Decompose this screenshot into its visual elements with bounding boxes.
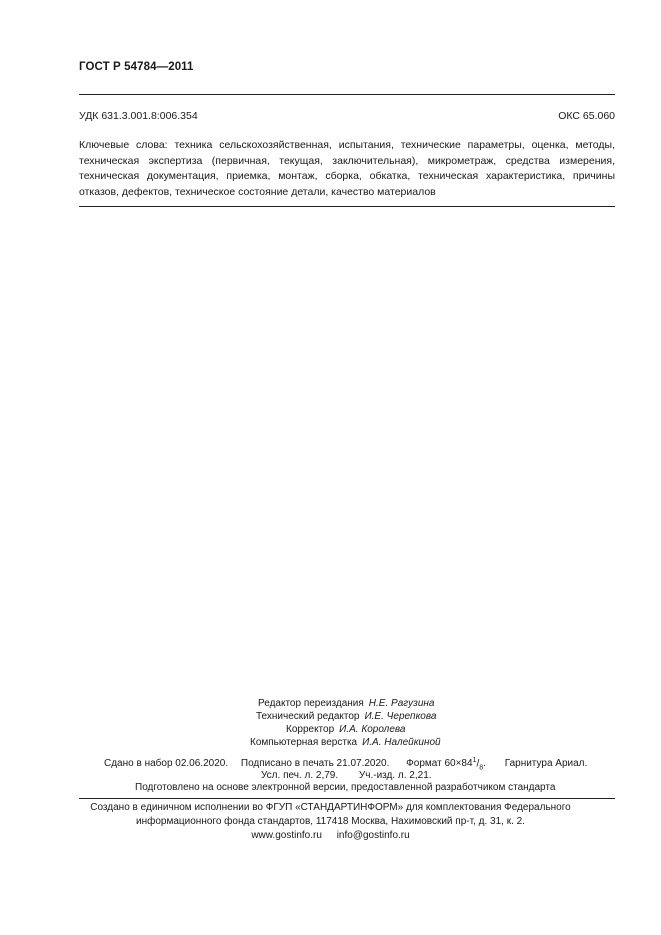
credit-name: Н.Е. Рагузина: [368, 698, 435, 709]
publisher-sheets: Уч.-изд. л. 2,21.: [358, 770, 432, 781]
udk-code: УДК 631.3.001.8:006.354: [79, 110, 198, 122]
imprint-line-1: Создано в единичном исполнении во ФГУП «СТАНДАРТИНФОРМ» для комплектования Федерального: [90, 802, 571, 813]
email-link[interactable]: info@gostinfo.ru: [336, 830, 410, 841]
credit-name: И.А. Королева: [339, 724, 406, 735]
credit-role: Корректор: [286, 724, 335, 735]
credit-role: Редактор переиздания: [258, 698, 364, 709]
credit-name: И.Е. Черепкова: [364, 711, 437, 722]
classification-row: [79, 110, 615, 122]
top-divider: [79, 94, 615, 95]
credit-role: Технический редактор: [256, 711, 360, 722]
print-sheets: Усл. печ. л. 2,79.: [261, 770, 339, 781]
paper-format: Формат $60\times 84^1/_8$.: [406, 757, 486, 772]
credit-name: И.А. Налейкиной: [362, 737, 441, 748]
website-link[interactable]: www.gostinfo.ru: [251, 830, 322, 841]
credit-role: Компьютерная верстка: [250, 737, 358, 748]
signed-date: Подписано в печать 21.07.2020.: [240, 758, 390, 770]
prepared-note: Подготовлено на основе электронной версии, предоставленной разработчиком стандарта: [135, 782, 556, 793]
oks-code: ОКС 65.060: [558, 110, 615, 122]
standard-code: ГОСТ Р 54784—2011: [79, 61, 194, 73]
credit-layout: [250, 735, 441, 751]
keywords-paragraph: Ключевые слова: техника сельскохозяйственная, испытания, технические параметры, оценка, методы, техническая экспертиза (первичная, текущая, заключительная), микрометраж, средства измерения, техническая документация, приемка, монтаж, сборка, обкатка, техническая характеристика, причины отказов, дефектов, техническое состояние детали, качество материалов: [79, 139, 615, 198]
keywords-divider: [79, 206, 615, 207]
imprint-contacts: [0, 830, 661, 841]
typeface: Гарнитура Ариал.: [504, 758, 588, 770]
imprint-divider: [79, 798, 615, 799]
imprint-line-2: информационного фонда стандартов, 117418 Москва, Нахимовский пр-т, д. 31, к. 2.: [136, 816, 525, 827]
submitted-date: Сдано в набор 02.06.2020.: [104, 758, 229, 770]
